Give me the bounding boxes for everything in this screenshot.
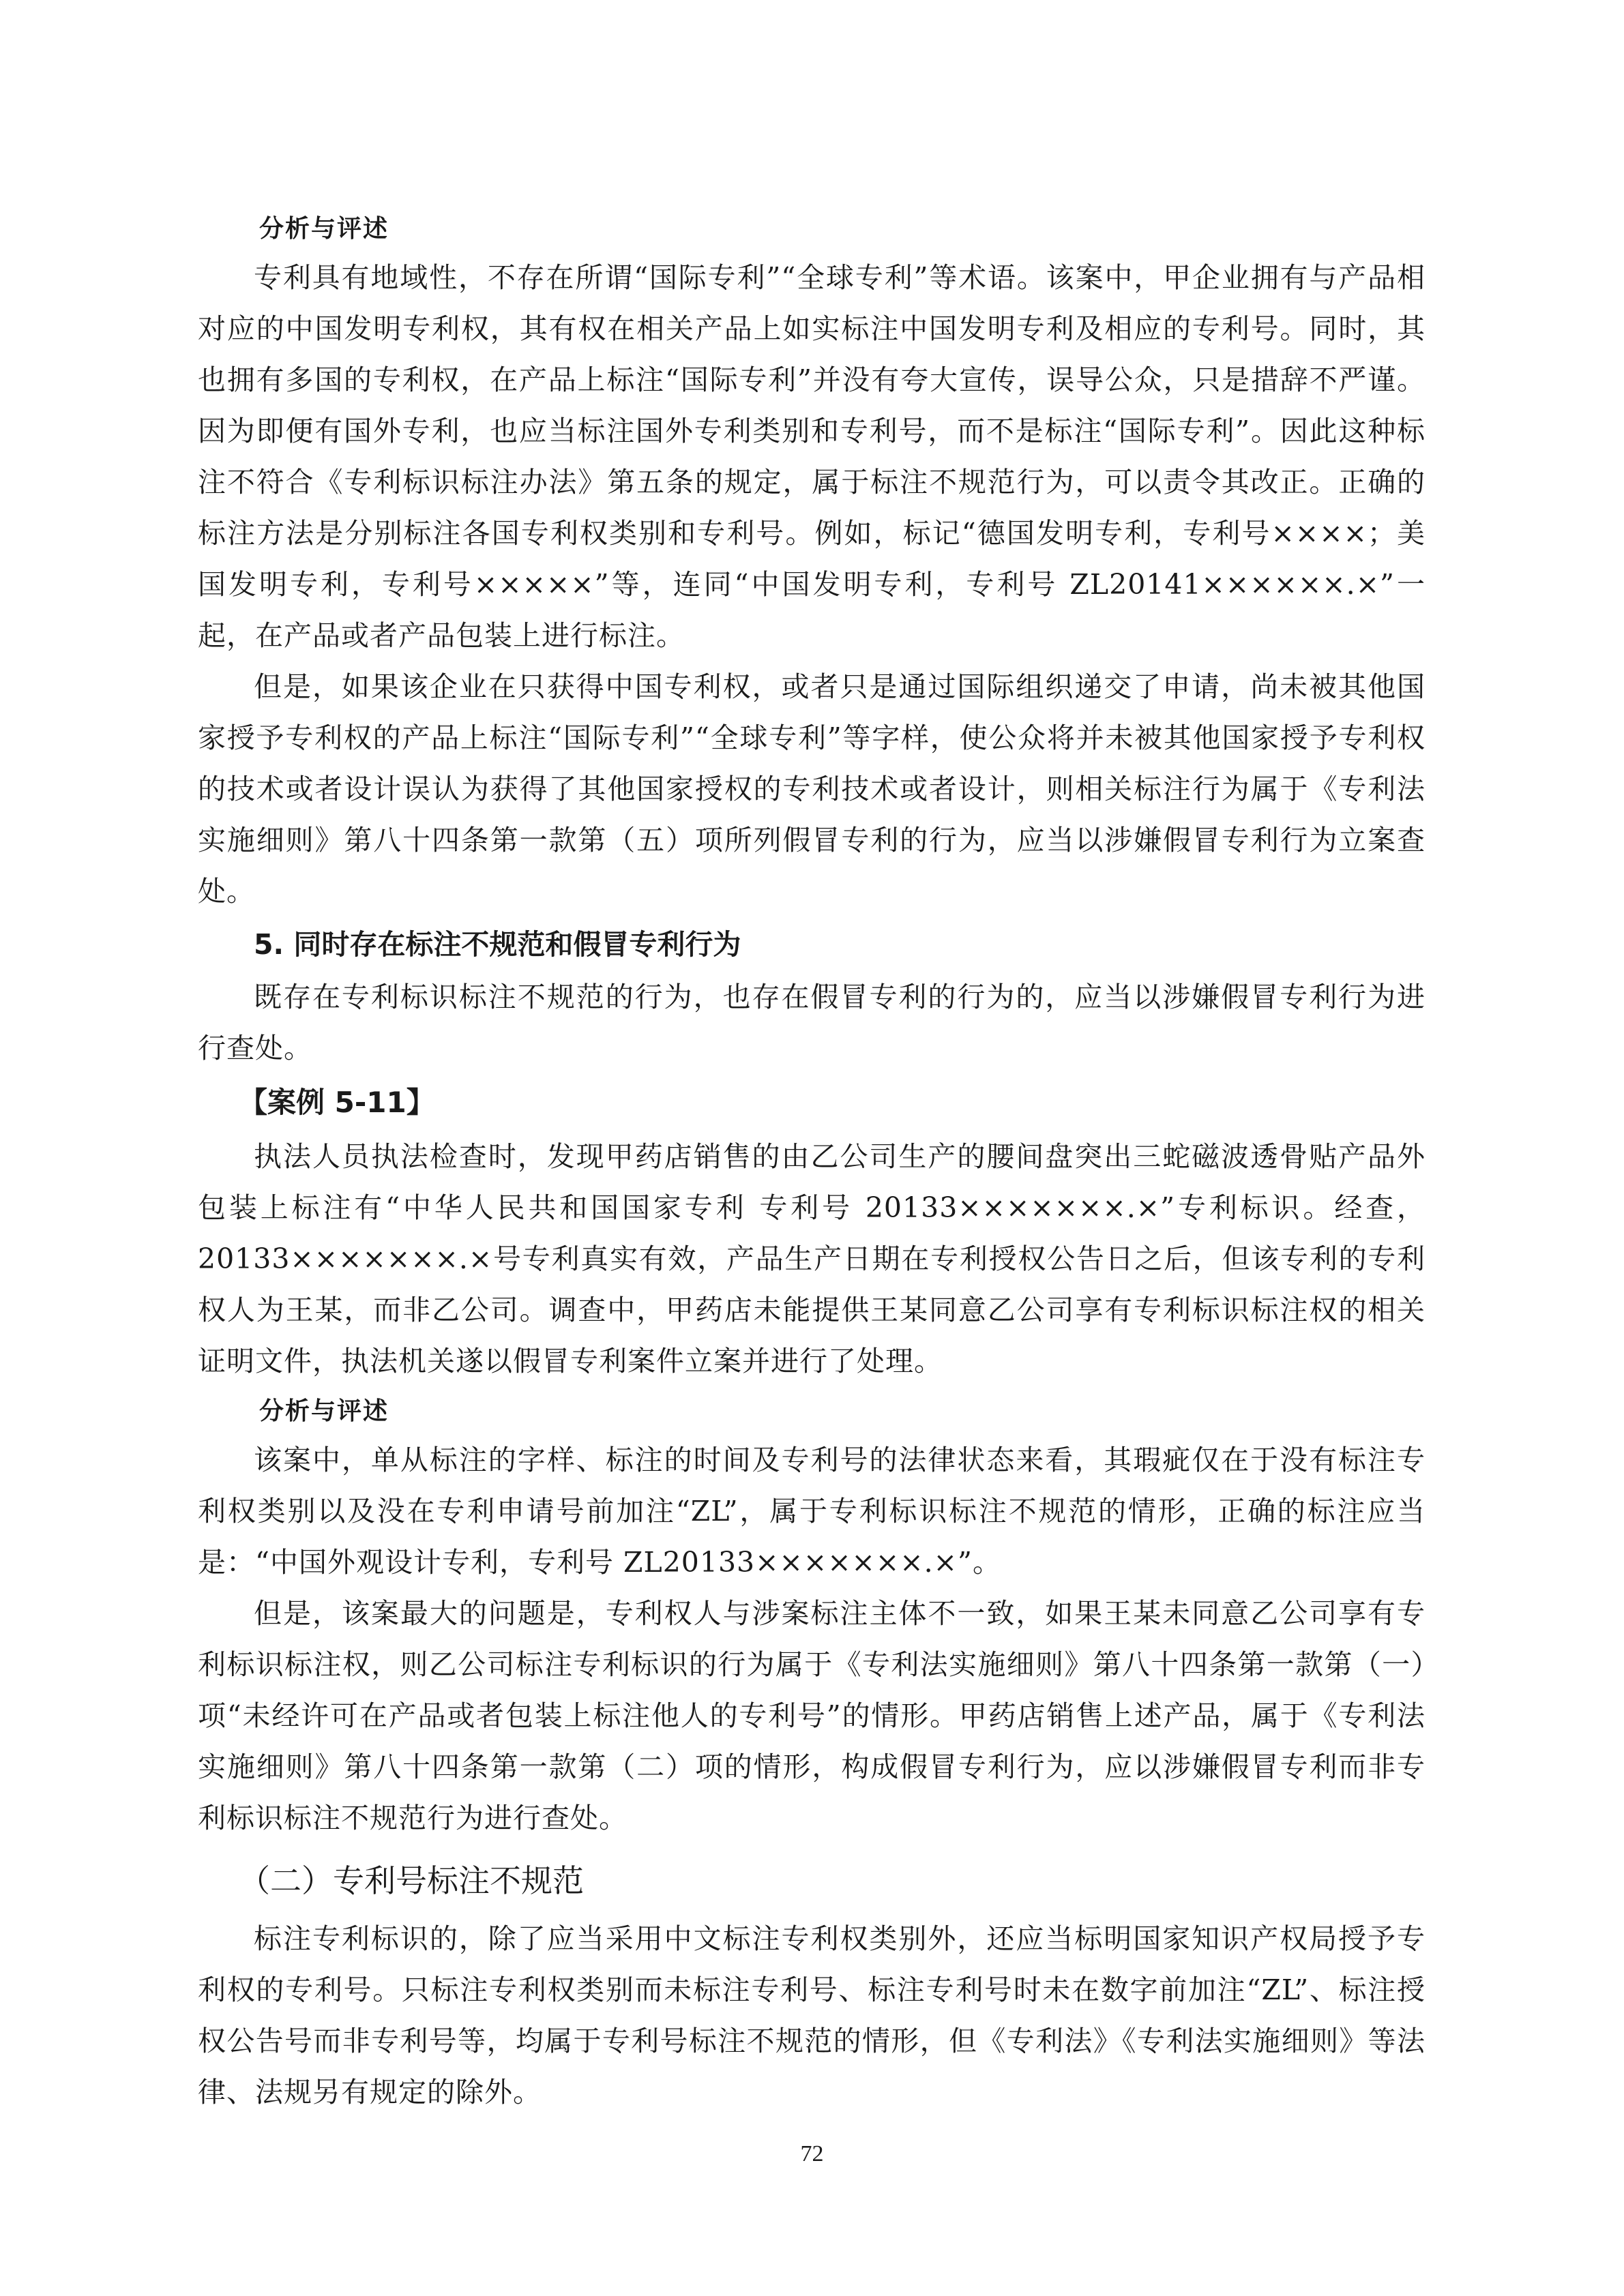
paragraph: 专利具有地域性，不存在所谓“国际专利”“全球专利”等术语。该案中，甲企业拥有与产品相对应的中国发明专利权，其有权在相关产品上如实标注中国发明专利及相应的专利号。同时，其也拥有多国的专利权，在产品上标注“国际专利”并没有夸大宣传，误导公众，只是措辞不严谨。因为即便有国外专利，也应当标注国外专利类别和专利号，而不是标注“国际专利”。因此这种标注不符合《专利标识标注办法》第五条的规定，属于标注不规范行为，可以责令其改正。正确的标注方法是分别标注各国专利权类别和专利号。例如，标记“德国发明专利，专利号××××；美国发明专利，专利号×××××”等，连同“中国发明专利，专利号 ZL20141××××××.×”一起，在产品或者产品包装上进行标注。 <box>198 261 1426 652</box>
page-content <box>198 205 1426 2118</box>
paragraph: 执法人员执法检查时，发现甲药店销售的由乙公司生产的腰间盘突出三蛇磁波透骨贴产品外包装上标注有“中华人民共和国国家专利 专利号 20133×××××××.×”专利标识。经查，20133×××××××.×号专利真实有效，产品生产日期在专利授权公告日之后，但该专利的专利权人为王某，而非乙公司。调查中，甲药店未能提供王某同意乙公司享有专利标识标注权的相关证明文件，执法机关遂以假冒专利案件立案并进行了处理。 <box>198 1140 1426 1377</box>
page-number: 72 <box>800 2141 824 2166</box>
paragraph: 标注专利标识的，除了应当采用中文标注专利权类别外，还应当标明国家知识产权局授予专利权的专利号。只标注专利权类别而未标注专利号、标注专利号时未在数字前加注“ZL”、标注授权公告号而非专利号等，均属于专利号标注不规范的情形，但《专利法》《专利法实施细则》等法律、法规另有规定的除外。 <box>198 1922 1426 2108</box>
case-title: 【案例 5-11】 <box>239 1086 435 1119</box>
paragraph: 该案中，单从标注的字样、标注的时间及专利号的法律状态来看，其瑕疵仅在于没有标注专利权类别以及没在专利申请号前加注“ZL”，属于专利标识标注不规范的情形，正确的标注应当是：“中国外观设计专利，专利号 ZL20133×××××××.×”。 <box>198 1444 1426 1579</box>
analysis-heading: 分析与评述 <box>259 215 389 243</box>
paragraph: 但是，该案最大的问题是，专利权人与涉案标注主体不一致，如果王某未同意乙公司享有专利标识标注权，则乙公司标注专利标识的行为属于《专利法实施细则》第八十四条第一款第（一）项“未经许可在产品或者包装上标注他人的专利号”的情形。甲药店销售上述产品，属于《专利法实施细则》第八十四条第一款第（二）项的情形，构成假冒专利行为，应以涉嫌假冒专利而非专利标识标注不规范行为进行查处。 <box>198 1597 1426 1834</box>
paragraph: 但是，如果该企业在只获得中国专利权，或者只是通过国际组织递交了申请，尚未被其他国家授予专利权的产品上标注“国际专利”“全球专利”等字样，使公众将并未被其他国家授予专利权的技术或者设计误认为获得了其他国家授权的专利技术或者设计，则相关标注行为属于《专利法实施细则》第八十四条第一款第（五）项所列假冒专利的行为，应当以涉嫌假冒专利行为立案查处。 <box>198 670 1426 908</box>
subsection-title: （二）专利号标注不规范 <box>239 1862 584 1899</box>
paragraph: 既存在专利标识标注不规范的行为，也存在假冒专利的行为的，应当以涉嫌假冒专利行为进行查处。 <box>198 981 1426 1064</box>
section-heading: 5. 同时存在标注不规范和假冒专利行为 <box>254 928 741 961</box>
analysis-heading: 分析与评述 <box>259 1397 389 1425</box>
